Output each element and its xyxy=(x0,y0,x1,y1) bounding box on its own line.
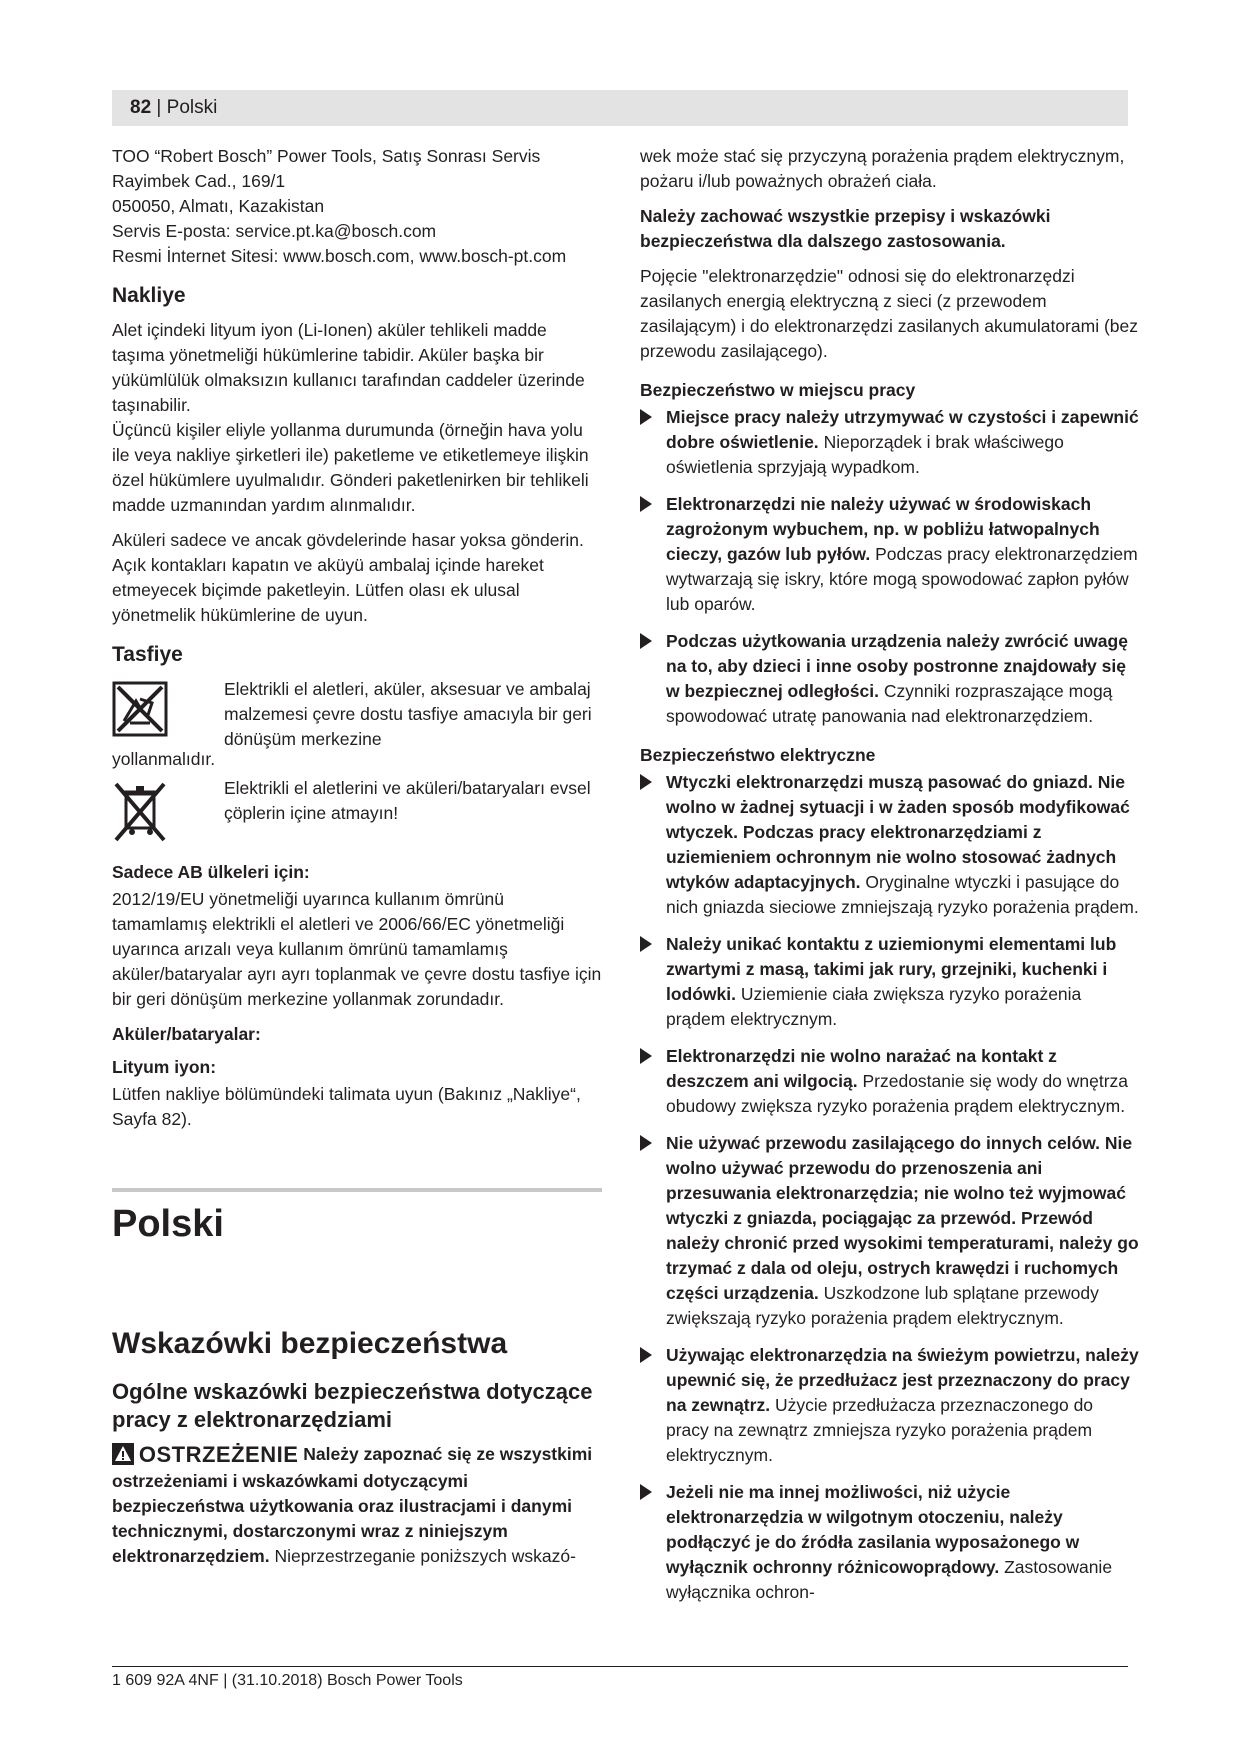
bullet-bold: Elektronarzędzi nie wolno narażać na kontakt z deszczem ani wilgocią. xyxy=(666,1046,1057,1091)
paragraph: Pojęcie "elektronarzędzie" odnosi się do elektronarzędzi zasilanych energią elektryczną z sieci (z przewodem zasilającym) i do elektronarzędzi zasilanych akumulatorami (bez przewodu zasilającego). xyxy=(640,266,1138,361)
bullet-arrow-icon xyxy=(640,496,652,512)
warning-bold-text: Należy zapoznać się ze wszystkimi ostrzeżeniami i wskazówkami dotyczącymi bezpieczeństwa użytkowania oraz ilustracjami i danymi technicznymi, dostarczonymi wraz z niniejszym elektronarzędziem. xyxy=(112,1444,593,1566)
bullet-text: Uszkodzone lub splątane przewody zwiększają ryzyko porażenia prądem elektrycznym. xyxy=(666,1283,1099,1328)
bullet-item xyxy=(640,1480,1140,1605)
header-language: Polski xyxy=(166,97,218,118)
page-footer: 1 609 92A 4NF | (31.10.2018) Bosch Power Tools xyxy=(112,1672,463,1689)
warning-triangle-icon xyxy=(112,1443,134,1465)
bullet-item xyxy=(640,492,1140,617)
right-column xyxy=(640,144,1140,1617)
bullet-bold: Używając elektronarzędzia na świeżym powietrzu, należy upewnić się, że przedłużacz jest przeznaczony do pracy na zewnątrz. xyxy=(666,1345,1139,1415)
bullet-arrow-icon xyxy=(640,1135,652,1151)
paragraph-bold: Należy zachować wszystkie przepisy i wskazówki bezpieczeństwa dla dalszego zastosowania. xyxy=(640,206,1051,251)
bullet-text: Przedostanie się wody do wnętrza obudowy zwiększa ryzyko porażenia prądem elektrycznym. xyxy=(666,1071,1129,1116)
bullet-text: Nieporządek i brak właściwego oświetlenia sprzyjają wypadkom. xyxy=(666,432,1064,477)
bullet-item xyxy=(640,1343,1140,1468)
bullet-item xyxy=(640,405,1140,480)
bullet-text: Zastosowanie wyłącznika ochron- xyxy=(666,1557,1113,1602)
section-title: Ogólne wskazówki bezpieczeństwa dotyczące pracy z elektronarzędziami xyxy=(112,1379,593,1432)
paragraph: wek może stać się przyczyną porażenia prądem elektrycznym, pożaru i/lub poważnych obrażeń ciała. xyxy=(640,146,1125,191)
subheading: Aküler/bataryalar: xyxy=(112,1024,261,1044)
paragraph: Aküleri sadece ve ancak gövdelerinde hasar yoksa gönderin. Açık kontakları kapatın ve aküyü ambalaj içinde hareket etmeyecek biçimde paketleyin. Lütfen olası ek ulusal yönetmelik hükümlerine de uyun. xyxy=(112,530,584,625)
left-column xyxy=(112,144,602,1579)
bullet-bold: Wtyczki elektronarzędzi muszą pasować do gniazd. Nie wolno w żadnej sytuacji i w żaden sposób modyfikować wtyczek. Podczas pracy elektronarzędziami z uziemieniem ochronnym nie wolno stosować żadnych wtyków adaptacyjnych. xyxy=(666,772,1130,892)
bullet-text: Użycie przedłużacza przeznaczonego do pracy na zewnątrz zmniejsza ryzyko porażenia prądem elektrycznym. xyxy=(666,1395,1094,1465)
address-line: TOO “Robert Bosch” Power Tools, Satış Sonrası Servis xyxy=(112,146,541,166)
bullet-arrow-icon xyxy=(640,936,652,952)
subheading: Lityum iyon: xyxy=(112,1057,217,1077)
warning-word: OSTRZEŻENIE xyxy=(138,1442,299,1467)
bullet-text: Czynniki rozpraszające mogą spowodować utratę panowania nad elektronarzędziem. xyxy=(666,681,1113,726)
bullet-bold: Jeżeli nie ma innej możliwości, niż użycie elektronarzędzia w wilgotnym otoczeniu, należy podłączyć je do źródła zasilania wyposażonego w wyłącznik ochronny różnicowoprądowy. xyxy=(666,1482,1080,1577)
warning-text: Nieprzestrzeganie poniższych wskazó- xyxy=(274,1546,576,1566)
bullet-item xyxy=(640,1044,1140,1119)
page-number: 82 xyxy=(130,97,152,118)
bullet-arrow-icon xyxy=(640,774,652,790)
paragraph: Alet içindeki lityum iyon (Li-Ionen) aküler tehlikeli madde taşıma yönetmeliği hükümlerine tabidir. Aküler başka bir yükümlülük olmaksızın kullanıcı tarafından caddeler üzerinde taşınabilir. xyxy=(112,320,585,415)
subheading: Bezpieczeństwo w miejscu pracy xyxy=(640,380,916,400)
bullet-arrow-icon xyxy=(640,1048,652,1064)
bullet-text: Uziemienie ciała zwiększa ryzyko porażenia prądem elektrycznym. xyxy=(666,984,1082,1029)
subheading: Sadece AB ülkeleri için: xyxy=(112,862,310,882)
service-address xyxy=(112,144,602,269)
address-line: 050050, Almatı, Kazakistan xyxy=(112,196,325,216)
paragraph: Lütfen nakliye bölümündeki talimata uyun (Bakınız „Nakliye“, Sayfa 82). xyxy=(112,1084,581,1129)
address-line: Resmi İnternet Sitesi: www.bosch.com, www.bosch-pt.com xyxy=(112,246,567,266)
bullet-text: Oryginalne wtyczki i pasujące do nich gniazda sieciowe zmniejszają ryzyko porażenia prądem. xyxy=(666,872,1139,917)
section-divider xyxy=(112,1188,602,1192)
subheading: Bezpieczeństwo elektryczne xyxy=(640,745,876,765)
bullet-bold: Miejsce pracy należy utrzymywać w czystości i zapewnić dobre oświetlenie. xyxy=(666,407,1139,452)
warning-badge xyxy=(112,1442,298,1469)
bullet-item xyxy=(640,932,1140,1032)
bullet-item xyxy=(640,770,1140,920)
address-line: Servis E-posta: service.pt.ka@bosch.com xyxy=(112,221,437,241)
disposal-row-recycle xyxy=(112,677,602,747)
bullet-bold: Podczas użytkowania urządzenia należy zwrócić uwagę na to, aby dzieci i inne osoby postronne znajdowały się w bezpiecznej odległości. xyxy=(666,631,1128,701)
section-title-nakliye: Nakliye xyxy=(112,284,186,307)
bullet-bold: Elektronarzędzi nie należy używać w środowiskach zagrożonym wybuchem, np. w pobliżu łatwopalnych cieczy, gazów lub pyłów. xyxy=(666,494,1100,564)
paragraph: Elektrikli el aletleri, aküler, aksesuar ve ambalaj malzemesi çevre dostu tasfiye amacıyla bir geri dönüşüm merkezine xyxy=(224,679,592,749)
bullet-bold: Nie używać przewodu zasilającego do innych celów. Nie wolno używać przewodu do przenoszenia ani przesuwania elektronarzędzia; nie wolno też wyjmować wtyczki z gniazda, pociągając za przewód. Przewód należy chronić przed wysokimi temperaturami, należy go trzymać z dala od oleju, ostrych krawędzi i ruchomych części urządzenia. xyxy=(666,1133,1139,1303)
bullet-arrow-icon xyxy=(640,1347,652,1363)
paragraph: 2012/19/EU yönetmeliği uyarınca kullanım ömrünü tamamlamış elektrikli el aletleri ve 2006/66/EC yönetmeliği uyarınca arızalı veya kullanım ömrünü tamamlamış aküler/bataryalar ayrı ayrı toplanmak ve çevre dostu tasfiye için bir geri dönüşüm merkezine yollanmak zorundadır. xyxy=(112,889,602,1009)
warning-paragraph xyxy=(112,1442,602,1569)
bullet-bold: Należy unikać kontaktu z uziemionymi elementami lub zwartymi z masą, takimi jak rury, grzejniki, kuchenki i lodówki. xyxy=(666,934,1117,1004)
recycle-crossed-icon xyxy=(112,681,168,737)
page-title: Wskazówki bezpieczeństwa xyxy=(112,1327,508,1360)
crossed-bin-icon xyxy=(112,780,168,844)
bullet-arrow-icon xyxy=(640,409,652,425)
language-title: Polski xyxy=(112,1203,224,1245)
header-separator: | xyxy=(156,97,162,118)
bullet-item xyxy=(640,629,1140,729)
disposal-row-bin xyxy=(112,776,602,848)
bullet-text: Podczas pracy elektronarzędziem wytwarzają się iskry, które mogą spowodować zapłon pyłów lub oparów. xyxy=(666,544,1138,614)
paragraph: yollanmalıdır. xyxy=(112,749,216,769)
bullet-arrow-icon xyxy=(640,633,652,649)
address-line: Rayimbek Cad., 169/1 xyxy=(112,171,286,191)
page-header xyxy=(112,90,1128,126)
paragraph: Üçüncü kişiler eliyle yollanma durumunda (örneğin hava yolu ile veya nakliye şirketleri ile) paketleme ve etiketlemeye ilişkin özel hükümlere uyulmalıdır. Gönderi paketlenirken bir tehlikeli madde uzmanından yardım alınmalıdır. xyxy=(112,420,589,515)
footer-divider xyxy=(112,1666,1128,1667)
section-title-tasfiye: Tasfiye xyxy=(112,643,183,666)
bullet-item xyxy=(640,1131,1140,1331)
paragraph: Elektrikli el aletlerini ve aküleri/bataryaları evsel çöplerin içine atmayın! xyxy=(224,778,591,823)
bullet-arrow-icon xyxy=(640,1484,652,1500)
